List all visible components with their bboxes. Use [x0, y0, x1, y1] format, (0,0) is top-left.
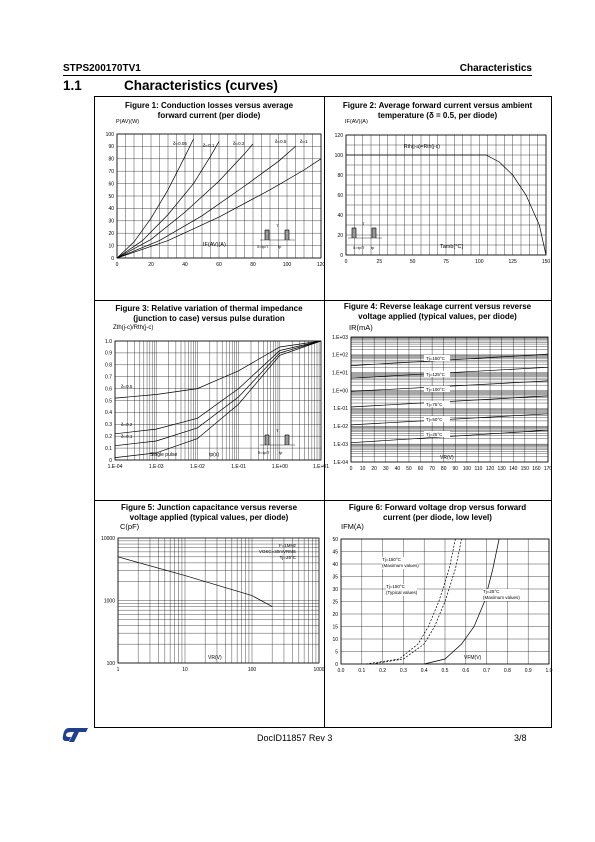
x-tick-label: 80 [250, 262, 256, 268]
y-tick-label: 10 [332, 636, 338, 643]
y-tick-label: 1000 [103, 598, 115, 605]
figure-6-ylabel: IFM(A) [341, 522, 364, 531]
figure-2-curve-label: Rth(j-a)=Rth(j-c) [404, 144, 440, 150]
y-tick-label: 0.3 [105, 422, 112, 429]
curve-label: Tj=125°C [426, 372, 445, 377]
figure-6-chart [324, 522, 551, 682]
x-tick-label: 110 [474, 466, 483, 472]
figure-3-ylabel: Zth(j-c)/Rth(j-c) [113, 325, 154, 331]
x-tick-label: 80 [440, 466, 447, 472]
pulse-inset [348, 221, 382, 250]
section-number: 1.1 [63, 78, 82, 93]
figure-5-note-vosc: VOSC=30mVRMS [258, 549, 296, 554]
pulse-label: tp [279, 450, 283, 455]
pulse-label: δ=tp/T [258, 450, 270, 455]
figure-4-title-line1: Figure 4: Reverse leakage current versus reverse [343, 302, 532, 311]
st-logo-icon [63, 727, 89, 743]
y-tick-label: 0 [111, 255, 114, 262]
header-section-name: Characteristics [459, 63, 532, 74]
figure-4-title-line2: voltage applied (typical values, per diode) [358, 312, 517, 321]
figure-5-title-line1: Figure 5: Junction capacitance versus reverse [120, 503, 298, 512]
figure-6-label-c [483, 589, 520, 601]
figure-3-title-line2: (junction to case) versus pulse duration [133, 314, 285, 323]
header-part-number: STPS200170TV1 [63, 63, 141, 74]
curve-label: Tj=150°C [426, 356, 445, 361]
figure-2-title-line2: temperature (δ = 0.5, per diode) [377, 111, 498, 120]
curve-label: δ=0.5 [121, 384, 133, 389]
x-tick-label: 1.E+01 [313, 464, 329, 470]
figure-5-ylabel: C(pF) [120, 522, 140, 531]
curve-label: Tj=100°C [426, 387, 445, 392]
y-tick-label: 0.8 [105, 362, 112, 369]
x-tick-label: 120 [316, 262, 326, 268]
y-tick-label: 20 [332, 611, 338, 618]
x-tick-label: 60 [216, 262, 222, 268]
x-tick-label: 0.2 [379, 668, 387, 674]
x-tick-label: 125 [508, 259, 517, 265]
x-tick-label: 30 [382, 466, 389, 472]
y-tick-label: 25 [332, 599, 338, 606]
curve-label: δ=1 [300, 139, 308, 144]
figure-1-chart [95, 118, 326, 276]
x-tick-label: 0 [115, 262, 119, 268]
pulse-bar [285, 435, 289, 445]
figure-5-notes [256, 543, 296, 561]
figure-1-title-line2: forward current (per diode) [157, 111, 261, 120]
y-tick-label: 0.2 [105, 434, 112, 440]
y-tick-label: 5 [335, 649, 338, 656]
figure-5-xlabel: VR(V) [208, 655, 222, 661]
pulse-label: T [276, 428, 279, 433]
figure-6-label-c-line1: Tj=25°C [483, 589, 500, 594]
figure-5-note-tj: Tj=25°C [279, 555, 296, 560]
y-tick-label: 1.E+02 [332, 352, 348, 359]
pulse-bar [265, 435, 269, 445]
pulse-label: δ=tp/T [353, 245, 365, 250]
figure-6-label-a-line2: (Maximum values) [382, 563, 419, 568]
gridlines [117, 134, 321, 258]
figure-6-title-line1: Figure 6: Forward voltage drop versus forward [348, 503, 527, 512]
series-line [115, 341, 321, 458]
y-tick-label: 60 [108, 181, 114, 188]
x-tick-label: 0.4 [420, 668, 428, 674]
x-tick-label: 150 [541, 259, 551, 265]
x-tick-label: 0.8 [503, 668, 511, 674]
curve-label: δ=0.2 [121, 422, 133, 427]
y-tick-label: 20 [337, 232, 343, 239]
figure-2-ylabel: IF(AV)(A) [345, 119, 368, 125]
x-tick-label: 70 [429, 466, 435, 472]
figure-5-title-line2: voltage applied (typical values, per diode) [129, 513, 289, 522]
figure-6-label-c-line2: (Maximum values) [483, 595, 520, 600]
curve-label: δ=0.1 [203, 143, 215, 148]
figure-3-title-line1: Figure 3: Relative variation of thermal impedance [115, 304, 303, 313]
y-tick-label: 1.E+01 [332, 370, 348, 377]
figure-6-xlabel: VFM(V) [464, 655, 482, 661]
y-tick-label: 0 [109, 457, 112, 464]
curve-label: Tj=50°C [426, 417, 443, 422]
x-tick-label: 1000 [313, 667, 325, 673]
pulse-bar [352, 228, 356, 238]
pulse-label: tp [278, 244, 282, 249]
pulse-bar [265, 230, 269, 240]
y-tick-label: 30 [108, 218, 114, 225]
figure-3-single-pulse-label: Single pulse [150, 452, 178, 458]
x-tick-label: 10 [182, 667, 188, 673]
x-tick-label: 160 [532, 466, 541, 472]
x-tick-label: 0 [349, 466, 353, 472]
figure-1-title-line1: Figure 1: Conduction losses versus average [124, 101, 294, 110]
y-tick-label: 60 [337, 192, 343, 199]
figure-1-xlabel: IF(AV)(A) [203, 242, 226, 248]
pulse-label: T [276, 223, 279, 228]
figure-4-ylabel: IR(mA) [349, 323, 373, 332]
x-tick-label: 0.3 [399, 668, 407, 674]
table-divider-row2 [95, 500, 551, 501]
y-tick-label: 10000 [101, 535, 115, 542]
pulse-label: tp [371, 245, 375, 250]
figure-6-label-b-line1: Tj=150°C [386, 584, 405, 589]
y-tick-label: 20 [108, 231, 114, 237]
figure-6-label-a [382, 557, 419, 569]
y-tick-label: 0 [340, 252, 343, 259]
y-tick-label: 30 [332, 586, 338, 593]
y-tick-label: 100 [334, 152, 343, 159]
x-tick-label: 1.E-02 [190, 464, 205, 470]
y-tick-label: 15 [332, 624, 338, 631]
pulse-bar [372, 228, 376, 238]
y-tick-label: 0.1 [105, 445, 112, 452]
x-tick-label: 10 [359, 466, 366, 472]
curve-label: δ=0.5 [275, 139, 287, 144]
figure-6-title-line2: current (per diode, low level) [383, 513, 492, 522]
y-tick-label: 35 [332, 574, 338, 581]
y-tick-label: 40 [332, 561, 338, 568]
x-tick-label: 1 [116, 667, 120, 673]
gridlines [341, 539, 549, 664]
y-tick-label: 100 [106, 660, 115, 667]
figure-3-title [95, 304, 323, 324]
y-tick-label: 80 [108, 156, 114, 163]
y-tick-label: 0 [335, 661, 338, 668]
figure-6-label-b-line2: (Typical values) [386, 590, 418, 595]
x-tick-label: 1.E-01 [231, 464, 246, 470]
x-tick-label: 0.6 [462, 668, 470, 674]
figure-3-xlabel: tp(s) [209, 452, 219, 458]
figure-6-title [324, 503, 551, 523]
y-tick-label: 70 [108, 169, 114, 175]
series-line [117, 139, 194, 258]
y-tick-label: 1.E-02 [333, 424, 348, 431]
y-tick-label: 1.E-01 [333, 406, 348, 413]
x-tick-label: 50 [406, 466, 412, 472]
x-tick-label: 40 [394, 466, 401, 472]
x-tick-label: 75 [443, 259, 449, 265]
x-tick-label: 100 [282, 262, 292, 268]
y-tick-label: 0.7 [105, 374, 112, 381]
curve-label: δ=0.05 [173, 141, 187, 146]
x-tick-label: 50 [409, 259, 416, 265]
x-tick-label: 0.7 [483, 668, 491, 674]
figure-2-chart [324, 118, 551, 276]
x-tick-label: 40 [182, 262, 188, 268]
x-tick-label: 60 [417, 466, 424, 472]
figure-2-xlabel: Tamb(°C) [440, 244, 464, 250]
y-tick-label: 0.5 [105, 398, 112, 405]
y-tick-label: 1.E+00 [332, 388, 348, 395]
x-tick-label: 0 [344, 259, 348, 265]
x-tick-label: 100 [462, 466, 472, 472]
curve-label: Tj=75°C [426, 402, 443, 407]
y-tick-label: 90 [108, 144, 114, 151]
pulse-label: T [362, 221, 365, 226]
y-tick-label: 45 [332, 549, 338, 556]
x-tick-label: 0.5 [441, 668, 449, 674]
y-tick-label: 1.E+03 [332, 334, 348, 341]
footer-doc-id: DocID11857 Rev 3 [257, 733, 333, 743]
figure-2-title-line1: Figure 2: Average forward current versus ambient [342, 101, 533, 110]
y-tick-label: 50 [108, 193, 114, 200]
y-tick-label: 50 [332, 536, 338, 543]
x-tick-label: 100 [475, 259, 484, 265]
table-divider-row1 [95, 300, 551, 301]
pulse-label: δ=tp/T [257, 244, 269, 249]
y-tick-label: 100 [105, 131, 114, 138]
y-tick-label: 120 [334, 132, 343, 139]
x-tick-label: 1.0 [545, 668, 553, 674]
y-tick-label: 80 [337, 172, 343, 179]
x-tick-label: 25 [376, 259, 383, 265]
x-tick-label: 1.E-03 [148, 464, 164, 470]
y-tick-label: 0.9 [105, 350, 112, 357]
x-tick-label: 1.E+00 [271, 464, 288, 470]
figure-1-ylabel: P(AV)(W) [116, 119, 140, 125]
y-tick-label: 40 [108, 206, 114, 213]
x-tick-label: 20 [148, 262, 154, 268]
y-tick-label: 1.0 [105, 338, 112, 345]
x-tick-label: 100 [247, 667, 257, 673]
x-tick-label: 130 [497, 466, 506, 472]
series-line [115, 341, 321, 434]
figure-4-xlabel: VR(V) [440, 455, 454, 461]
x-tick-label: 140 [509, 466, 518, 472]
x-tick-label: 120 [485, 466, 495, 472]
curve-label: δ=0.1 [121, 434, 133, 439]
figure-3-chart [95, 322, 329, 482]
figure-5-note-freq: F=1MHz [278, 543, 296, 548]
pulse-bar [285, 230, 289, 240]
figure-4-chart [324, 320, 551, 482]
y-tick-label: 1.E-04 [333, 459, 348, 466]
header-rule [63, 75, 532, 76]
y-tick-label: 1.E-03 [333, 441, 348, 448]
y-tick-label: 40 [337, 212, 343, 219]
x-tick-label: 0.0 [337, 668, 345, 674]
figure-6-label-b [386, 584, 417, 596]
x-tick-label: 20 [371, 466, 377, 472]
figure-6-label-a-line1: Tj=150°C [382, 557, 401, 562]
footer-page-number: 3/8 [514, 733, 527, 743]
figure-5-title [95, 503, 323, 523]
x-tick-label: 0.1 [358, 668, 366, 674]
pulse-inset [257, 223, 295, 249]
x-tick-label: 150 [520, 466, 529, 472]
x-tick-label: 1.E-04 [107, 464, 123, 470]
x-tick-label: 90 [452, 466, 459, 472]
y-tick-label: 0.4 [105, 410, 112, 417]
figure-4-title [324, 302, 551, 322]
curve-label: δ=0.2 [233, 141, 245, 146]
section-title: Characteristics (curves) [124, 78, 278, 93]
y-tick-label: 10 [108, 243, 114, 250]
x-tick-label: 0.9 [524, 668, 532, 674]
x-tick-label: 170 [543, 466, 553, 472]
y-tick-label: 0.6 [105, 386, 112, 393]
curve-label: Tj=25°C [426, 432, 443, 437]
